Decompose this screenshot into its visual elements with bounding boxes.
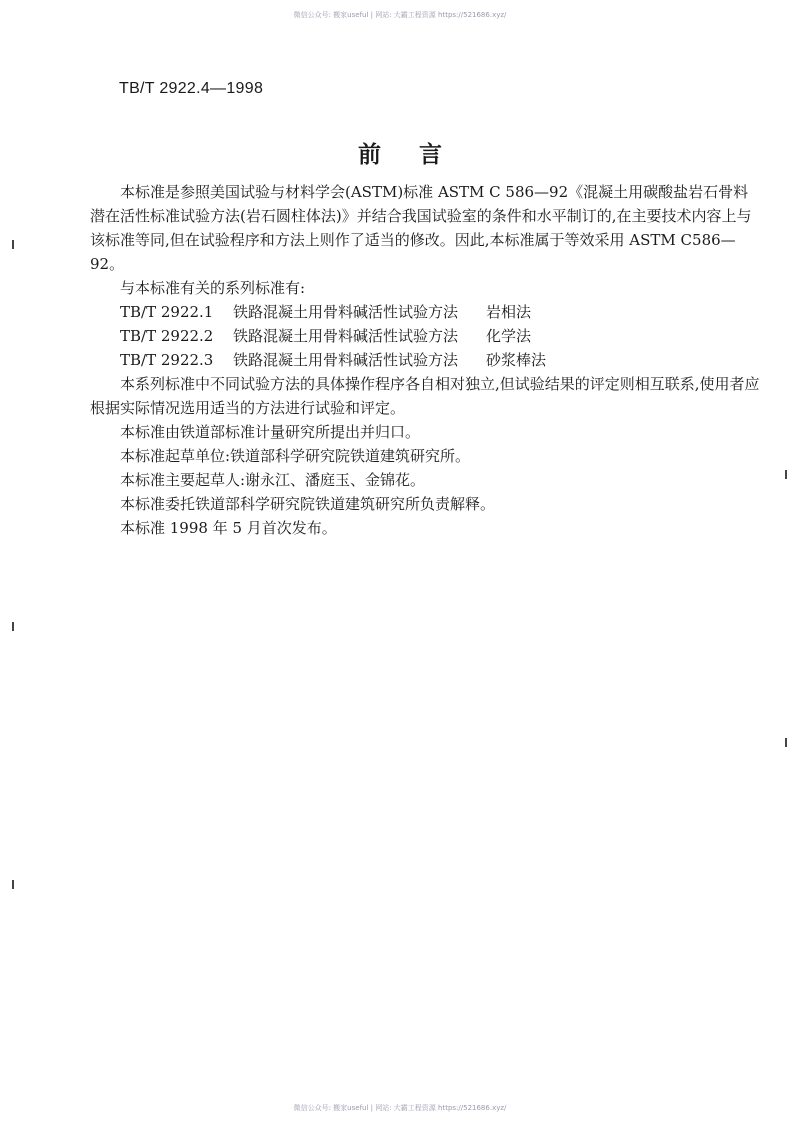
series-name: 铁路混凝土用骨料碱活性试验方法: [233, 351, 459, 369]
list-item: [90, 348, 762, 372]
watermark-top: 微信公众号: 搬家useful | 网站: 大霸工程资源 https://521686.xyz/: [293, 11, 507, 19]
scan-mark: [785, 470, 787, 479]
watermark-bottom: 微信公众号: 搬家useful | 网站: 大霸工程资源 https://521686.xyz/: [293, 1104, 507, 1112]
paragraph-independence: 本系列标准中不同试验方法的具体操作程序各自相对独立,但试验结果的评定则相互联系,使用者应根据实际情况选用适当的方法进行试验和评定。: [90, 375, 760, 417]
series-name: 铁路混凝土用骨料碱活性试验方法: [233, 327, 459, 345]
scan-mark: [12, 622, 14, 631]
page-title: 前言: [358, 142, 480, 168]
paragraph-release: 本标准 1998 年 5 月首次发布。: [120, 519, 337, 537]
list-item: [90, 324, 762, 348]
series-code: TB/T 2922.2: [120, 327, 214, 345]
paragraph-series-intro: 与本标准有关的系列标准有:: [120, 279, 306, 297]
scan-mark: [785, 738, 787, 747]
series-code: TB/T 2922.1: [120, 303, 214, 321]
paragraph-drafting-unit: 本标准起草单位:铁道部科学研究院铁道建筑研究所。: [120, 447, 471, 465]
paragraph-proposer: 本标准由铁道部标准计量研究所提出并归口。: [120, 423, 421, 441]
series-method: 砂浆棒法: [486, 351, 547, 369]
standard-code: TB/T 2922.4—1998: [119, 80, 264, 97]
series-method: 岩相法: [486, 303, 532, 321]
scan-mark: [12, 880, 14, 889]
scan-mark: [12, 240, 14, 249]
series-method: 化学法: [486, 327, 532, 345]
paragraph-interpretation: 本标准委托铁道部科学研究院铁道建筑研究所负责解释。: [120, 495, 496, 513]
series-standards-list: [90, 300, 762, 372]
series-code: TB/T 2922.3: [120, 351, 214, 369]
paragraph-drafters: 本标准主要起草人:谢永江、潘庭玉、金锦花。: [120, 471, 426, 489]
paragraph-intro: 本标准是参照美国试验与材料学会(ASTM)标准 ASTM C 586—92《混凝土用碳酸盐岩石骨料潜在活性标准试验方法(岩石圆柱体法)》并结合我国试验室的条件和水平制订的,在主要技术内容上与该标准等同,但在试验程序和方法上则作了适当的修改。因此,本标准属于等效采用 ASTM C586—92。: [90, 183, 752, 273]
series-name: 铁路混凝土用骨料碱活性试验方法: [233, 303, 459, 321]
document-body: [90, 180, 762, 540]
list-item: [90, 300, 762, 324]
